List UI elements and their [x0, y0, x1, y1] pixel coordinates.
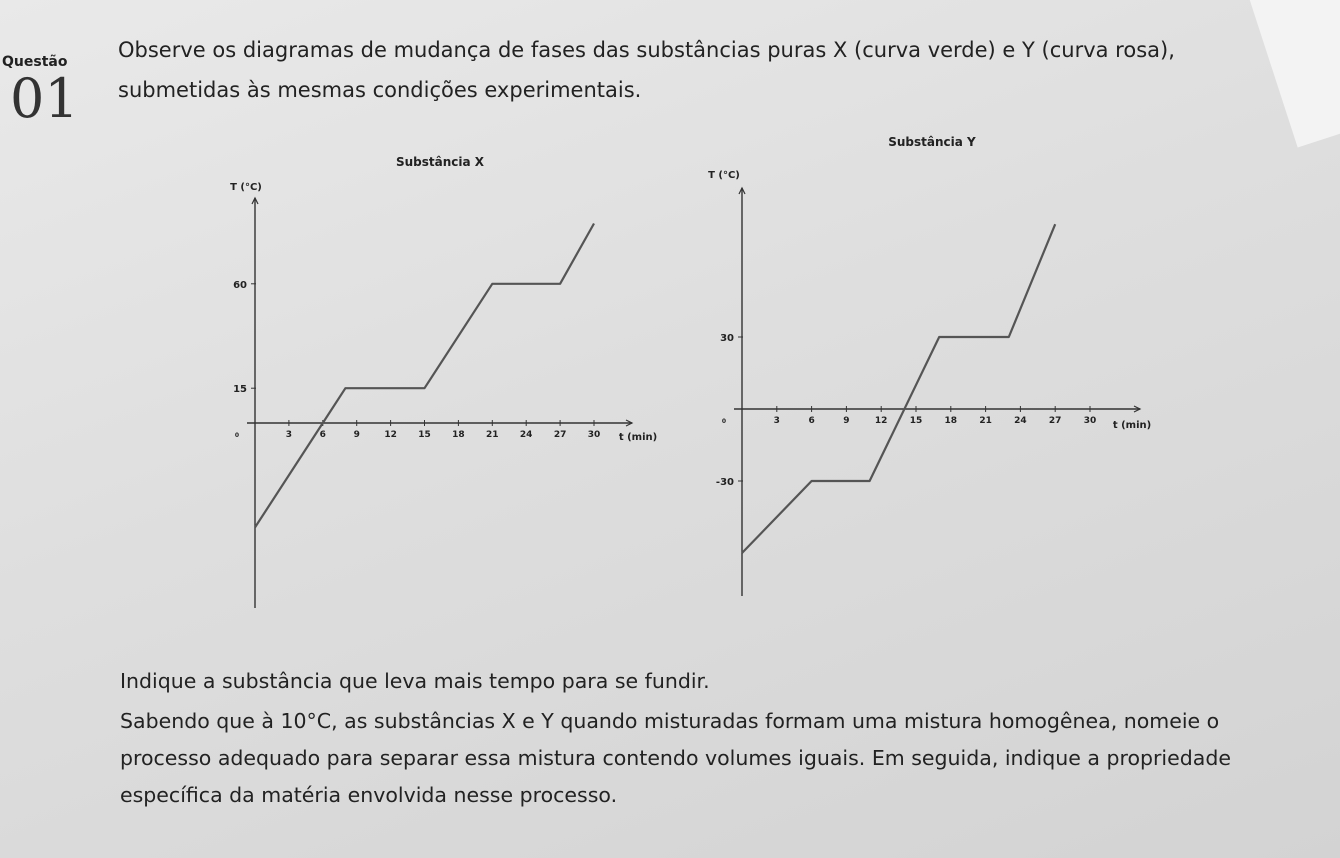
- y-tick-label-y: -30: [715, 477, 734, 488]
- x-tick-label-y: 27: [1048, 416, 1062, 426]
- x-tick-label-y: 18: [944, 416, 958, 426]
- x-tick-label-y: 9: [843, 416, 850, 426]
- x-tick-label-y: 6: [808, 416, 815, 426]
- question-item-2: Sabendo que à 10°C, as substâncias X e Y quando misturadas formam uma mistura homogênea, nomeie o processo adequado para separar essa mistura contendo volumes iguais. Em seguida, indique a propriedade específica da matéria envolvida nesse processo.: [120, 709, 1231, 807]
- question-label: Questão: [2, 54, 68, 70]
- chart-substance-y: [708, 135, 1151, 596]
- x-tick-label-x: 30: [587, 430, 601, 440]
- y-tick-label-y: 30: [720, 333, 734, 344]
- y-axis-label-y: T (°C): [708, 170, 740, 181]
- x-tick-label-x: 6: [319, 430, 326, 440]
- x-tick-label-x: 12: [384, 430, 397, 440]
- x-tick-label-x: 21: [486, 430, 499, 440]
- x-axis-label-y: t (min): [1112, 420, 1152, 431]
- x-tick-label-y: 21: [979, 416, 992, 426]
- y-axis-label-x: T (°C): [230, 182, 262, 193]
- x-tick-label-x: 24: [519, 430, 533, 440]
- phase-curve-y: [742, 224, 1055, 553]
- x-tick-label-y: 3: [773, 416, 780, 426]
- x-tick-label-x: 18: [452, 430, 465, 440]
- x-tick-label-x: 3: [285, 430, 293, 440]
- chart-substance-x: [230, 155, 657, 608]
- x-tick-label-y: 30: [1083, 416, 1097, 426]
- chart-title-x: Substância X: [395, 155, 485, 169]
- chart-title-y: Substância Y: [888, 135, 976, 149]
- x-axis-label-x: t (min): [618, 432, 658, 443]
- x-tick-label-y: 0: [721, 418, 727, 425]
- x-tick-label-y: 24: [1014, 416, 1027, 426]
- question-statement: Observe os diagramas de mudança de fases das substâncias puras X (curva verde) e Y (curva rosa), submetidas às mesmas condições experimentais.: [118, 38, 1175, 102]
- x-tick-label-x: 27: [553, 430, 567, 440]
- x-tick-label-x: 0: [234, 432, 240, 439]
- x-tick-label-y: 12: [874, 416, 888, 426]
- question-item-1: Indique a substância que leva mais tempo para se fundir.: [120, 669, 710, 693]
- y-tick-label-x: 15: [233, 384, 247, 396]
- x-tick-label-y: 15: [909, 416, 923, 426]
- x-tick-label-x: 9: [353, 430, 360, 440]
- y-tick-label-x: 60: [233, 279, 247, 291]
- x-tick-label-x: 15: [418, 430, 431, 440]
- question-number: 01: [10, 67, 79, 130]
- phase-curve-x: [255, 223, 594, 527]
